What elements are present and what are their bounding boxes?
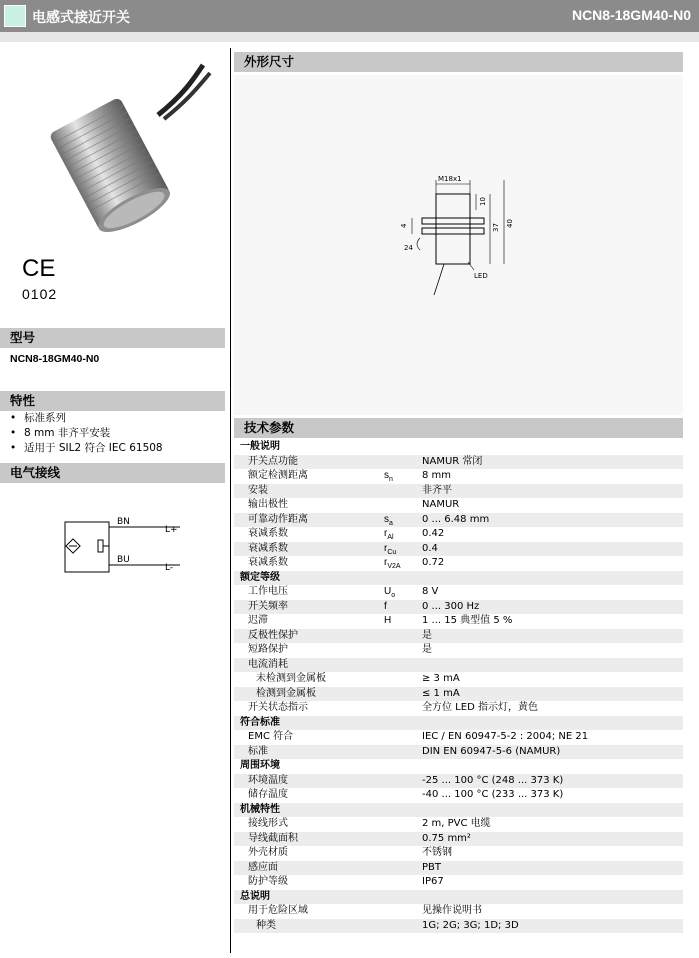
spec-row	[234, 875, 683, 890]
spec-label: 电流消耗	[248, 658, 288, 670]
dim-thread-label: M18x1	[438, 175, 462, 183]
spec-symbol: $r_{Cu}$	[384, 542, 397, 556]
spec-row	[234, 687, 683, 702]
dim-led-label: LED	[474, 272, 488, 280]
spec-label: 环境温度	[248, 774, 288, 786]
spec-row	[234, 600, 683, 615]
spec-label: 种类	[256, 919, 276, 931]
spec-row	[234, 701, 683, 716]
dim-37-label: 37	[492, 223, 500, 232]
spec-row	[234, 904, 683, 919]
spec-row	[234, 498, 683, 513]
spec-value: ≤ 1 mA	[422, 687, 460, 699]
spec-row	[234, 788, 683, 803]
ce-mark: CE	[22, 255, 56, 282]
spec-group-row: 额定等级	[234, 571, 683, 586]
spec-label: EMC 符合	[248, 731, 294, 742]
spec-value: -40 ... 100 °C (233 ... 373 K)	[422, 789, 564, 800]
spec-value: 0.75 mm²	[422, 832, 471, 844]
spec-value: IEC / EN 60947-5-2 : 2004; NE 21	[422, 731, 589, 742]
spec-label: 开关点功能	[248, 455, 298, 467]
spec-value: NAMUR 常闭	[422, 455, 483, 467]
spec-label: 迟滞	[248, 615, 268, 626]
spec-row	[234, 919, 683, 934]
spec-row	[234, 846, 683, 861]
spec-label: 未检测到金属板	[256, 673, 326, 684]
dim-10-label: 10	[479, 197, 487, 206]
spec-label: 反极性保护	[248, 629, 298, 641]
spec-label: 防护等级	[248, 876, 288, 887]
spec-value: 0.72	[422, 557, 445, 568]
spec-label: 短路保护	[248, 644, 288, 655]
spec-value: 2 m, PVC 电缆	[422, 818, 491, 829]
spec-value: 1G; 2G; 3G; 1D; 3D	[422, 919, 519, 931]
spec-value: IP67	[422, 876, 444, 887]
spec-label: 额定检测距离	[248, 470, 308, 481]
spec-row	[234, 527, 683, 542]
header-model: NCN8-18GM40-N0	[571, 7, 691, 23]
spec-group-row: 周围环境	[240, 760, 280, 771]
spec-label: 可靠动作距离	[248, 513, 308, 525]
dim-4-label: 4	[400, 223, 408, 228]
spec-symbol: $s_n$	[384, 470, 393, 483]
spec-value: -25 ... 100 °C (248 ... 373 K)	[422, 774, 564, 786]
spec-value: 是	[422, 644, 432, 655]
spec-label: 输出极性	[248, 499, 288, 510]
wiring-section-title: 电气接线	[0, 463, 225, 483]
spec-row	[234, 774, 683, 789]
spec-row	[234, 832, 683, 847]
spec-table	[234, 440, 683, 933]
spec-value: ≥ 3 mA	[422, 673, 460, 684]
spec-value: 0 ... 300 Hz	[422, 600, 480, 612]
spec-group-row: 总说明	[234, 890, 683, 905]
spec-row	[234, 817, 683, 832]
spec-symbol: $r_{Al}$	[384, 528, 394, 541]
spec-label: 检测到金属板	[256, 687, 316, 699]
spec-symbol: $s_a$	[384, 513, 393, 527]
wire-bu-label: BU	[117, 555, 130, 565]
spec-group-row: 符合标准	[234, 716, 683, 731]
spec-label: 衰减系数	[248, 557, 288, 568]
spec-symbol: $r_{V2A}$	[384, 557, 401, 570]
spec-symbol: H	[384, 615, 392, 626]
spec-group-row: 机械特性	[234, 803, 683, 818]
spec-value: 非齐平	[422, 484, 452, 496]
spec-row	[234, 629, 683, 644]
spec-label: 安装	[248, 484, 268, 496]
header-square-icon	[4, 5, 26, 27]
features-section-title: 特性	[0, 391, 225, 411]
spec-row	[234, 469, 683, 484]
spec-label: 外壳材质	[248, 847, 288, 858]
ce-code: 0102	[22, 286, 58, 302]
spec-value: 1 ... 15 典型值 5 %	[422, 615, 513, 626]
spec-value: 0.42	[422, 528, 445, 539]
spec-row	[234, 455, 683, 470]
feature-list	[10, 411, 163, 456]
spec-row	[234, 861, 683, 876]
spec-value: 不锈钢	[422, 847, 452, 858]
dimensions-section-title: 外形尺寸	[234, 52, 683, 72]
spec-value: 全方位 LED 指示灯，黄色	[422, 702, 538, 713]
spec-row	[234, 585, 683, 600]
spec-label: 衰减系数	[248, 542, 288, 554]
wire-lplus-label: L+	[165, 525, 178, 535]
specs-section-title: 技术参数	[234, 418, 683, 438]
wire-bn-label: BN	[117, 517, 130, 527]
spec-row	[234, 730, 683, 745]
spec-value: DIN EN 60947-5-6 (NAMUR)	[422, 745, 561, 757]
dimension-drawing	[384, 170, 534, 300]
spec-label: 感应面	[248, 861, 278, 873]
spec-row	[234, 745, 683, 760]
model-value: NCN8-18GM40-N0	[10, 353, 100, 365]
spec-label: 接线形式	[248, 818, 288, 829]
header-band	[0, 32, 699, 42]
dim-40-label: 40	[506, 219, 514, 228]
page-title: 电感式接近开关	[32, 10, 130, 26]
wire-lminus-label: L-	[165, 563, 174, 573]
spec-label: 用于危险区域	[248, 905, 308, 916]
spec-label: 标准	[248, 745, 268, 757]
column-divider	[230, 48, 231, 953]
spec-row	[234, 643, 683, 658]
feature-item: • 8 mm 非齐平安装	[10, 426, 163, 441]
spec-value: PBT	[422, 861, 441, 873]
spec-row	[234, 672, 683, 687]
dim-24-label: 24	[404, 244, 413, 252]
spec-value: NAMUR	[422, 499, 460, 510]
top-bar	[0, 0, 699, 32]
spec-row	[234, 658, 683, 673]
wiring-diagram	[55, 510, 195, 582]
spec-label: 衰减系数	[248, 528, 288, 539]
feature-item: • 标准系列	[10, 411, 163, 426]
spec-value: 0.4	[422, 542, 438, 554]
spec-row	[234, 484, 683, 499]
spec-row	[234, 614, 683, 629]
spec-label: 储存温度	[248, 789, 288, 800]
spec-symbol: $U_o$	[384, 586, 396, 599]
spec-value: 是	[422, 629, 432, 641]
dimension-panel	[234, 75, 683, 415]
spec-label: 工作电压	[248, 586, 288, 597]
spec-row	[234, 542, 683, 557]
spec-label: 导线截面积	[248, 832, 298, 844]
spec-row	[234, 556, 683, 571]
spec-label: 开关状态指示	[248, 702, 308, 713]
product-photo	[18, 55, 218, 245]
spec-symbol: f	[384, 600, 387, 612]
spec-value: 8 mm	[422, 470, 452, 481]
spec-value: 见操作说明书	[422, 905, 482, 916]
feature-item: • 适用于 SIL2 符合 IEC 61508	[10, 441, 163, 456]
spec-value: 0 ... 6.48 mm	[422, 513, 490, 525]
spec-row	[234, 513, 683, 528]
spec-label: 开关频率	[248, 600, 288, 612]
spec-group-row: 一般说明	[240, 441, 280, 452]
spec-value: 8 V	[422, 586, 439, 597]
model-section-title: 型号	[0, 328, 225, 348]
